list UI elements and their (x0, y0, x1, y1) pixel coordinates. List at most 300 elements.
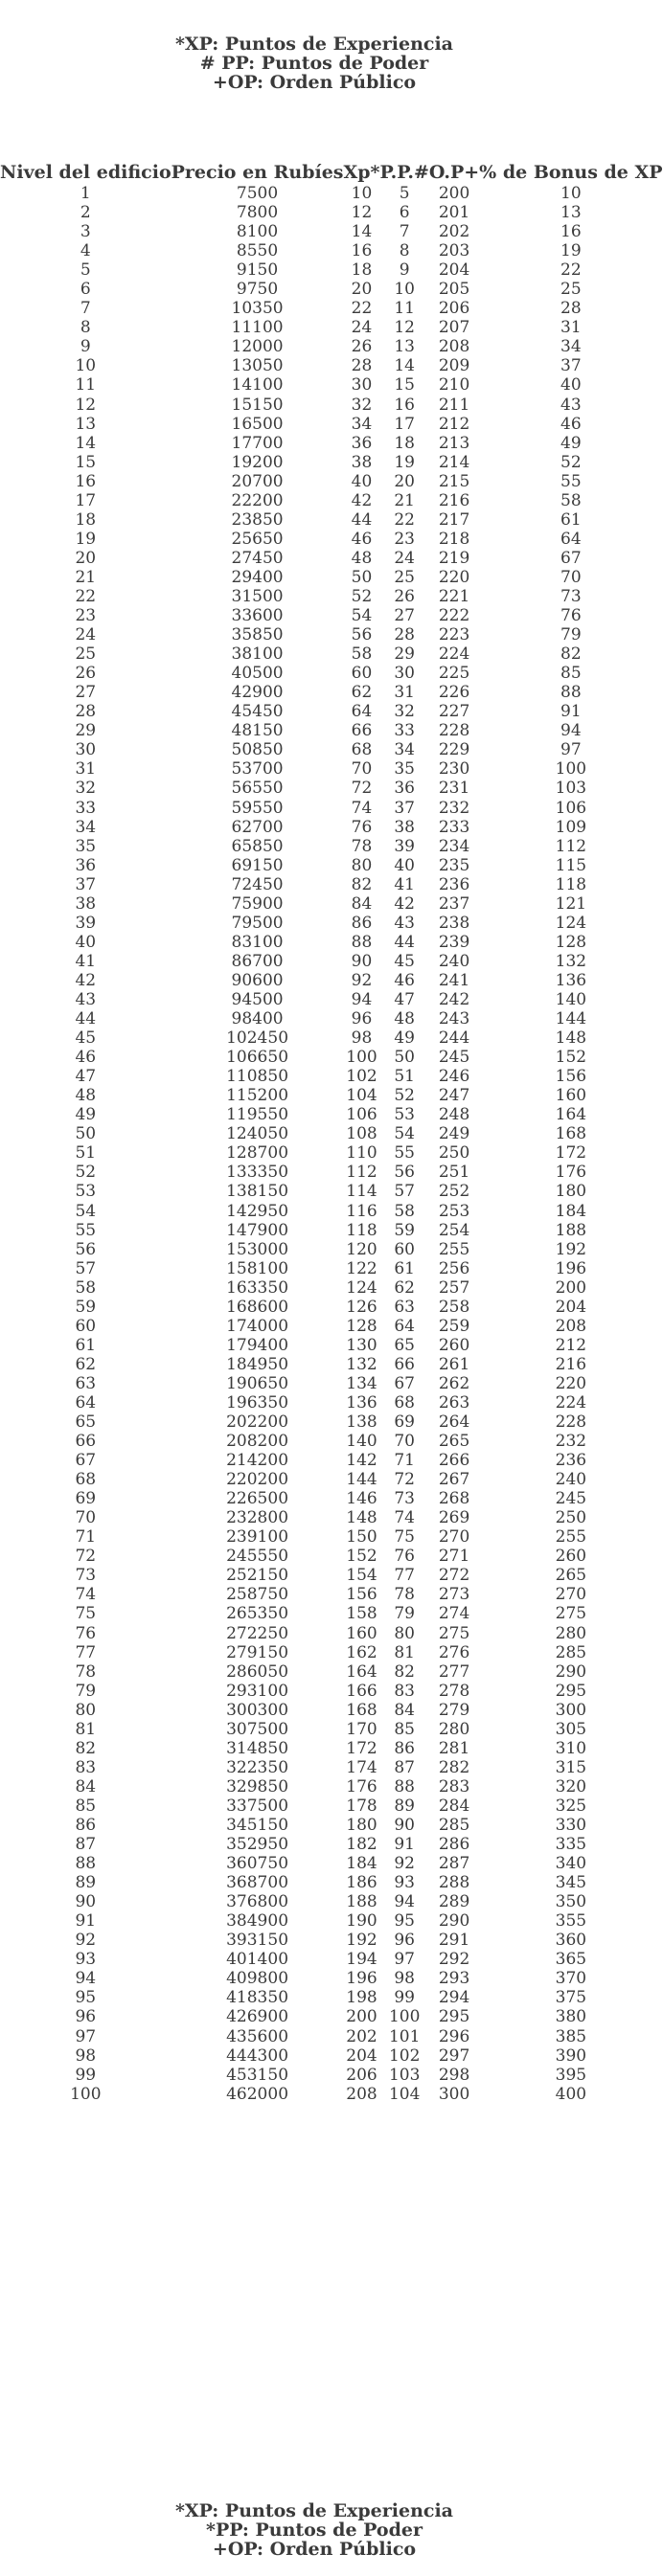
cell-pp: 53 (394, 1105, 415, 1125)
cell-xp: 182 (346, 1835, 377, 1855)
cell-op: 296 (438, 2026, 470, 2046)
cell-price: 59550 (231, 798, 284, 818)
cell-price: 393150 (226, 1931, 289, 1951)
cell-price: 322350 (226, 1757, 289, 1777)
cell-level: 19 (75, 529, 97, 549)
cell-level: 71 (75, 1527, 97, 1548)
cell-level: 62 (75, 1354, 97, 1374)
cell-xp-bonus: 73 (560, 587, 582, 606)
cell-xp-bonus: 152 (555, 1048, 587, 1068)
cell-xp-bonus: 200 (555, 1277, 587, 1298)
cell-pp: 61 (394, 1258, 415, 1278)
cell-xp-bonus: 79 (560, 625, 582, 645)
cell-price: 27450 (231, 548, 284, 568)
cell-level: 95 (75, 1988, 97, 2008)
table-body (0, 184, 663, 2104)
cell-op: 226 (438, 683, 470, 703)
cell-xp-bonus: 275 (555, 1604, 587, 1624)
cell-xp-bonus: 13 (560, 203, 582, 223)
cell-xp-bonus: 236 (555, 1451, 587, 1471)
cell-xp-bonus: 216 (555, 1354, 587, 1374)
table-row (0, 818, 663, 837)
table-row (0, 434, 663, 453)
cell-xp-bonus: 315 (555, 1757, 587, 1777)
cell-xp: 38 (351, 452, 373, 472)
cell-price: 10350 (231, 299, 284, 319)
cell-level: 69 (75, 1489, 97, 1509)
cell-xp: 130 (346, 1335, 377, 1355)
cell-op: 217 (438, 509, 470, 530)
cell-price: 102450 (226, 1028, 289, 1049)
table-row (0, 2046, 663, 2066)
cell-level: 48 (75, 1086, 97, 1106)
cell-level: 50 (75, 1124, 97, 1144)
cell-level: 89 (75, 1873, 97, 1893)
cell-xp-bonus: 97 (560, 740, 582, 760)
cell-op: 211 (438, 395, 470, 415)
cell-price: 293100 (226, 1681, 289, 1701)
cell-price: 226500 (226, 1489, 289, 1509)
cell-price: 53700 (231, 759, 284, 780)
cell-level: 39 (75, 913, 97, 933)
cell-level: 77 (75, 1642, 97, 1662)
cell-op: 242 (438, 989, 470, 1009)
cell-pp: 45 (394, 951, 415, 971)
cell-op: 250 (438, 1143, 470, 1164)
table-row (0, 856, 663, 875)
cell-price: 106650 (226, 1048, 289, 1068)
cell-price: 163350 (226, 1277, 289, 1298)
cell-level: 74 (75, 1585, 97, 1605)
cell-xp-bonus: 164 (555, 1105, 587, 1125)
cell-pp: 63 (394, 1297, 415, 1317)
cell-xp-bonus: 300 (555, 1700, 587, 1720)
cell-xp-bonus: 82 (560, 644, 582, 665)
cell-xp: 68 (351, 740, 373, 760)
cell-op: 293 (438, 1969, 470, 1989)
cell-xp-bonus: 380 (555, 2007, 587, 2027)
cell-xp-bonus: 124 (555, 913, 587, 933)
cell-level: 88 (75, 1854, 97, 1874)
table-row (0, 1873, 663, 1892)
cell-xp-bonus: 335 (555, 1835, 587, 1855)
cell-price: 409800 (226, 1969, 289, 1989)
cell-level: 70 (75, 1508, 97, 1528)
cell-level: 38 (75, 893, 97, 914)
cell-pp: 13 (394, 337, 415, 357)
cell-pp: 6 (399, 203, 410, 223)
cell-xp: 112 (346, 1163, 377, 1183)
cell-level: 42 (75, 970, 97, 990)
cell-op: 295 (438, 2007, 470, 2027)
cell-xp: 176 (346, 1776, 377, 1796)
cell-pp: 8 (399, 241, 410, 261)
cell-level: 7 (80, 299, 91, 319)
cell-xp: 128 (346, 1316, 377, 1336)
cell-level: 2 (80, 203, 91, 223)
cell-pp: 27 (394, 606, 415, 626)
cell-xp-bonus: 103 (555, 779, 587, 799)
cell-level: 10 (75, 356, 97, 376)
table-row (0, 356, 663, 375)
cell-pp: 82 (394, 1661, 415, 1682)
cell-level: 18 (75, 509, 97, 530)
cell-price: 33600 (231, 606, 284, 626)
cell-pp: 104 (388, 2084, 421, 2104)
cell-price: 50850 (231, 740, 284, 760)
cell-price: 42900 (231, 683, 284, 703)
table-row (0, 837, 663, 856)
cell-op: 212 (438, 414, 470, 434)
cell-price: 65850 (231, 836, 284, 856)
cell-price: 196350 (226, 1392, 289, 1412)
table-row (0, 971, 663, 990)
cell-xp: 28 (351, 356, 373, 376)
cell-op: 229 (438, 740, 470, 760)
cell-xp-bonus: 148 (555, 1028, 587, 1049)
cell-price: 401400 (226, 1950, 289, 1970)
cell-pp: 75 (394, 1527, 415, 1548)
cell-xp-bonus: 330 (555, 1816, 587, 1835)
cell-level: 28 (75, 702, 97, 722)
cell-op: 200 (438, 184, 470, 204)
cell-pp: 80 (394, 1623, 415, 1643)
cell-price: 7500 (236, 184, 279, 204)
cell-level: 4 (80, 241, 91, 261)
cell-xp: 196 (346, 1969, 377, 1989)
cell-op: 237 (438, 893, 470, 914)
cell-xp: 86 (351, 913, 373, 933)
cell-xp: 92 (351, 970, 373, 990)
cell-xp: 36 (351, 433, 373, 453)
cell-op: 220 (438, 567, 470, 587)
cell-xp-bonus: 220 (555, 1373, 587, 1393)
cell-pp: 39 (394, 836, 415, 856)
cell-pp: 103 (388, 2065, 421, 2085)
cell-xp: 106 (346, 1105, 377, 1125)
cell-pp: 87 (394, 1757, 415, 1777)
cell-xp-bonus: 118 (555, 874, 587, 894)
cell-level: 8 (80, 318, 91, 338)
cell-xp-bonus: 232 (555, 1432, 587, 1452)
cell-xp-bonus: 52 (560, 452, 582, 472)
cell-xp: 168 (346, 1700, 377, 1720)
cell-pp: 55 (394, 1143, 415, 1164)
cell-level: 100 (70, 2084, 102, 2104)
cell-xp: 64 (351, 702, 373, 722)
cell-xp: 14 (351, 222, 373, 242)
table-row (0, 415, 663, 434)
cell-xp-bonus: 67 (560, 548, 582, 568)
table-row (0, 1758, 663, 1777)
table-row (0, 222, 663, 241)
cell-op: 287 (438, 1854, 470, 1874)
table-row (0, 1278, 663, 1298)
cell-pp: 56 (394, 1163, 415, 1183)
header-pp: P.P.# (379, 162, 429, 183)
building-levels-table (0, 161, 663, 2104)
table-row (0, 549, 663, 568)
cell-xp: 44 (351, 509, 373, 530)
cell-xp: 166 (346, 1681, 377, 1701)
table-row (0, 1643, 663, 1662)
cell-price: 462000 (226, 2084, 289, 2104)
cell-pp: 30 (394, 664, 415, 684)
cell-level: 52 (75, 1163, 97, 1183)
cell-pp: 24 (394, 548, 415, 568)
cell-price: 286050 (226, 1661, 289, 1682)
cell-price: 13050 (231, 356, 284, 376)
legend-line-xp: *XP: Puntos de Experiencia (175, 2500, 453, 2521)
cell-price: 138150 (226, 1182, 289, 1202)
cell-xp: 60 (351, 664, 373, 684)
cell-price: 158100 (226, 1258, 289, 1278)
cell-pp: 20 (394, 471, 415, 491)
cell-level: 58 (75, 1277, 97, 1298)
cell-xp: 124 (346, 1277, 377, 1298)
cell-level: 79 (75, 1681, 97, 1701)
cell-price: 110850 (226, 1067, 289, 1087)
cell-op: 246 (438, 1067, 470, 1087)
cell-price: 179400 (226, 1335, 289, 1355)
cell-price: 345150 (226, 1816, 289, 1835)
cell-xp-bonus: 76 (560, 606, 582, 626)
table-row (0, 1374, 663, 1393)
cell-xp: 16 (351, 241, 373, 261)
cell-op: 297 (438, 2045, 470, 2066)
cell-xp-bonus: 37 (560, 356, 582, 376)
table-row (0, 375, 663, 395)
cell-xp-bonus: 192 (555, 1239, 587, 1259)
cell-xp-bonus: 280 (555, 1623, 587, 1643)
cell-pp: 16 (394, 395, 415, 415)
table-row (0, 1739, 663, 1758)
cell-xp-bonus: 156 (555, 1067, 587, 1087)
cell-op: 270 (438, 1527, 470, 1548)
cell-pp: 96 (394, 1931, 415, 1951)
cell-xp-bonus: 196 (555, 1258, 587, 1278)
cell-price: 15150 (231, 395, 284, 415)
legend-top (0, 34, 629, 92)
cell-pp: 19 (394, 452, 415, 472)
cell-op: 238 (438, 913, 470, 933)
cell-price: 384900 (226, 1911, 289, 1932)
cell-level: 24 (75, 625, 97, 645)
cell-xp-bonus: 10 (560, 184, 582, 204)
table-row (0, 759, 663, 779)
cell-price: 232800 (226, 1508, 289, 1528)
cell-xp: 202 (346, 2026, 377, 2046)
cell-xp: 10 (351, 184, 373, 204)
cell-xp: 62 (351, 683, 373, 703)
cell-level: 75 (75, 1604, 97, 1624)
cell-xp: 32 (351, 395, 373, 415)
cell-price: 119550 (226, 1105, 289, 1125)
header-xp-bonus: % de Bonus de XP (479, 162, 663, 183)
cell-xp-bonus: 340 (555, 1854, 587, 1874)
cell-op: 274 (438, 1604, 470, 1624)
cell-xp-bonus: 16 (560, 222, 582, 242)
cell-xp-bonus: 188 (555, 1220, 587, 1240)
cell-pp: 10 (394, 280, 415, 300)
cell-xp-bonus: 245 (555, 1489, 587, 1509)
cell-price: 252150 (226, 1566, 289, 1586)
cell-op: 266 (438, 1451, 470, 1471)
cell-op: 245 (438, 1048, 470, 1068)
cell-xp-bonus: 128 (555, 932, 587, 952)
cell-xp: 110 (346, 1143, 377, 1164)
cell-level: 99 (75, 2065, 97, 2085)
table-row (0, 933, 663, 952)
cell-xp: 108 (346, 1124, 377, 1144)
cell-level: 22 (75, 587, 97, 606)
cell-level: 68 (75, 1470, 97, 1490)
cell-xp-bonus: 228 (555, 1412, 587, 1433)
cell-pp: 67 (394, 1373, 415, 1393)
cell-xp: 52 (351, 587, 373, 606)
cell-pp: 54 (394, 1124, 415, 1144)
table-row (0, 644, 663, 664)
cell-pp: 58 (394, 1201, 415, 1221)
cell-xp: 154 (346, 1566, 377, 1586)
cell-xp: 200 (346, 2007, 377, 2027)
cell-op: 284 (438, 1796, 470, 1816)
cell-xp-bonus: 390 (555, 2045, 587, 2066)
cell-xp-bonus: 172 (555, 1143, 587, 1164)
cell-xp: 12 (351, 203, 373, 223)
cell-op: 253 (438, 1201, 470, 1221)
cell-pp: 23 (394, 529, 415, 549)
cell-pp: 76 (394, 1547, 415, 1567)
cell-pp: 49 (394, 1028, 415, 1049)
cell-pp: 71 (394, 1451, 415, 1471)
cell-price: 40500 (231, 664, 284, 684)
cell-level: 16 (75, 471, 97, 491)
cell-xp: 206 (346, 2065, 377, 2085)
cell-pp: 32 (394, 702, 415, 722)
cell-xp: 184 (346, 1854, 377, 1874)
cell-xp: 186 (346, 1873, 377, 1893)
cell-xp-bonus: 176 (555, 1163, 587, 1183)
cell-xp: 198 (346, 1988, 377, 2008)
cell-level: 20 (75, 548, 97, 568)
table-row (0, 472, 663, 491)
cell-xp: 66 (351, 721, 373, 741)
cell-xp-bonus: 140 (555, 989, 587, 1009)
cell-op: 209 (438, 356, 470, 376)
cell-xp-bonus: 43 (560, 395, 582, 415)
table-row (0, 318, 663, 337)
cell-pp: 26 (394, 587, 415, 606)
cell-xp: 82 (351, 874, 373, 894)
cell-pp: 40 (394, 855, 415, 875)
table-row (0, 241, 663, 260)
cell-level: 15 (75, 452, 97, 472)
cell-level: 14 (75, 433, 97, 453)
table-row (0, 1931, 663, 1950)
cell-pp: 36 (394, 779, 415, 799)
cell-xp: 72 (351, 779, 373, 799)
cell-xp: 170 (346, 1719, 377, 1739)
cell-op: 268 (438, 1489, 470, 1509)
table-row (0, 1566, 663, 1585)
cell-op: 261 (438, 1354, 470, 1374)
cell-pp: 38 (394, 817, 415, 837)
cell-op: 263 (438, 1392, 470, 1412)
cell-price: 133350 (226, 1163, 289, 1183)
cell-op: 255 (438, 1239, 470, 1259)
cell-level: 31 (75, 759, 97, 780)
cell-level: 67 (75, 1451, 97, 1471)
cell-price: 25650 (231, 529, 284, 549)
cell-price: 153000 (226, 1239, 289, 1259)
cell-level: 85 (75, 1796, 97, 1816)
table-row (0, 1508, 663, 1527)
cell-xp: 178 (346, 1796, 377, 1816)
cell-op: 206 (438, 299, 470, 319)
cell-xp: 144 (346, 1470, 377, 1490)
cell-op: 281 (438, 1738, 470, 1758)
cell-pp: 35 (394, 759, 415, 780)
cell-pp: 101 (388, 2026, 421, 2046)
cell-xp-bonus: 290 (555, 1661, 587, 1682)
cell-xp: 174 (346, 1757, 377, 1777)
table-row (0, 1720, 663, 1739)
cell-op: 236 (438, 874, 470, 894)
table-row (0, 2027, 663, 2046)
cell-op: 230 (438, 759, 470, 780)
cell-level: 56 (75, 1239, 97, 1259)
cell-price: 376800 (226, 1892, 289, 1912)
cell-xp-bonus: 204 (555, 1297, 587, 1317)
cell-xp-bonus: 46 (560, 414, 582, 434)
table-row (0, 1201, 663, 1220)
table-row (0, 1662, 663, 1682)
cell-op: 234 (438, 836, 470, 856)
table-row (0, 1432, 663, 1451)
cell-xp: 160 (346, 1623, 377, 1643)
cell-pp: 85 (394, 1719, 415, 1739)
cell-op: 257 (438, 1277, 470, 1298)
cell-op: 262 (438, 1373, 470, 1393)
cell-level: 40 (75, 932, 97, 952)
cell-xp-bonus: 260 (555, 1547, 587, 1567)
table-row (0, 1259, 663, 1278)
cell-pp: 50 (394, 1048, 415, 1068)
cell-price: 16500 (231, 414, 284, 434)
cell-level: 34 (75, 817, 97, 837)
cell-pp: 28 (394, 625, 415, 645)
table-row (0, 1067, 663, 1086)
table-row (0, 1009, 663, 1028)
cell-level: 12 (75, 395, 97, 415)
table-row (0, 1682, 663, 1701)
cell-level: 81 (75, 1719, 97, 1739)
cell-op: 288 (438, 1873, 470, 1893)
cell-level: 63 (75, 1373, 97, 1393)
cell-level: 37 (75, 874, 97, 894)
cell-level: 80 (75, 1700, 97, 1720)
cell-level: 60 (75, 1316, 97, 1336)
cell-xp: 158 (346, 1604, 377, 1624)
cell-level: 46 (75, 1048, 97, 1068)
table-row (0, 568, 663, 587)
cell-op: 231 (438, 779, 470, 799)
cell-pp: 46 (394, 970, 415, 990)
cell-price: 368700 (226, 1873, 289, 1893)
table-row (0, 1163, 663, 1182)
cell-pp: 60 (394, 1239, 415, 1259)
